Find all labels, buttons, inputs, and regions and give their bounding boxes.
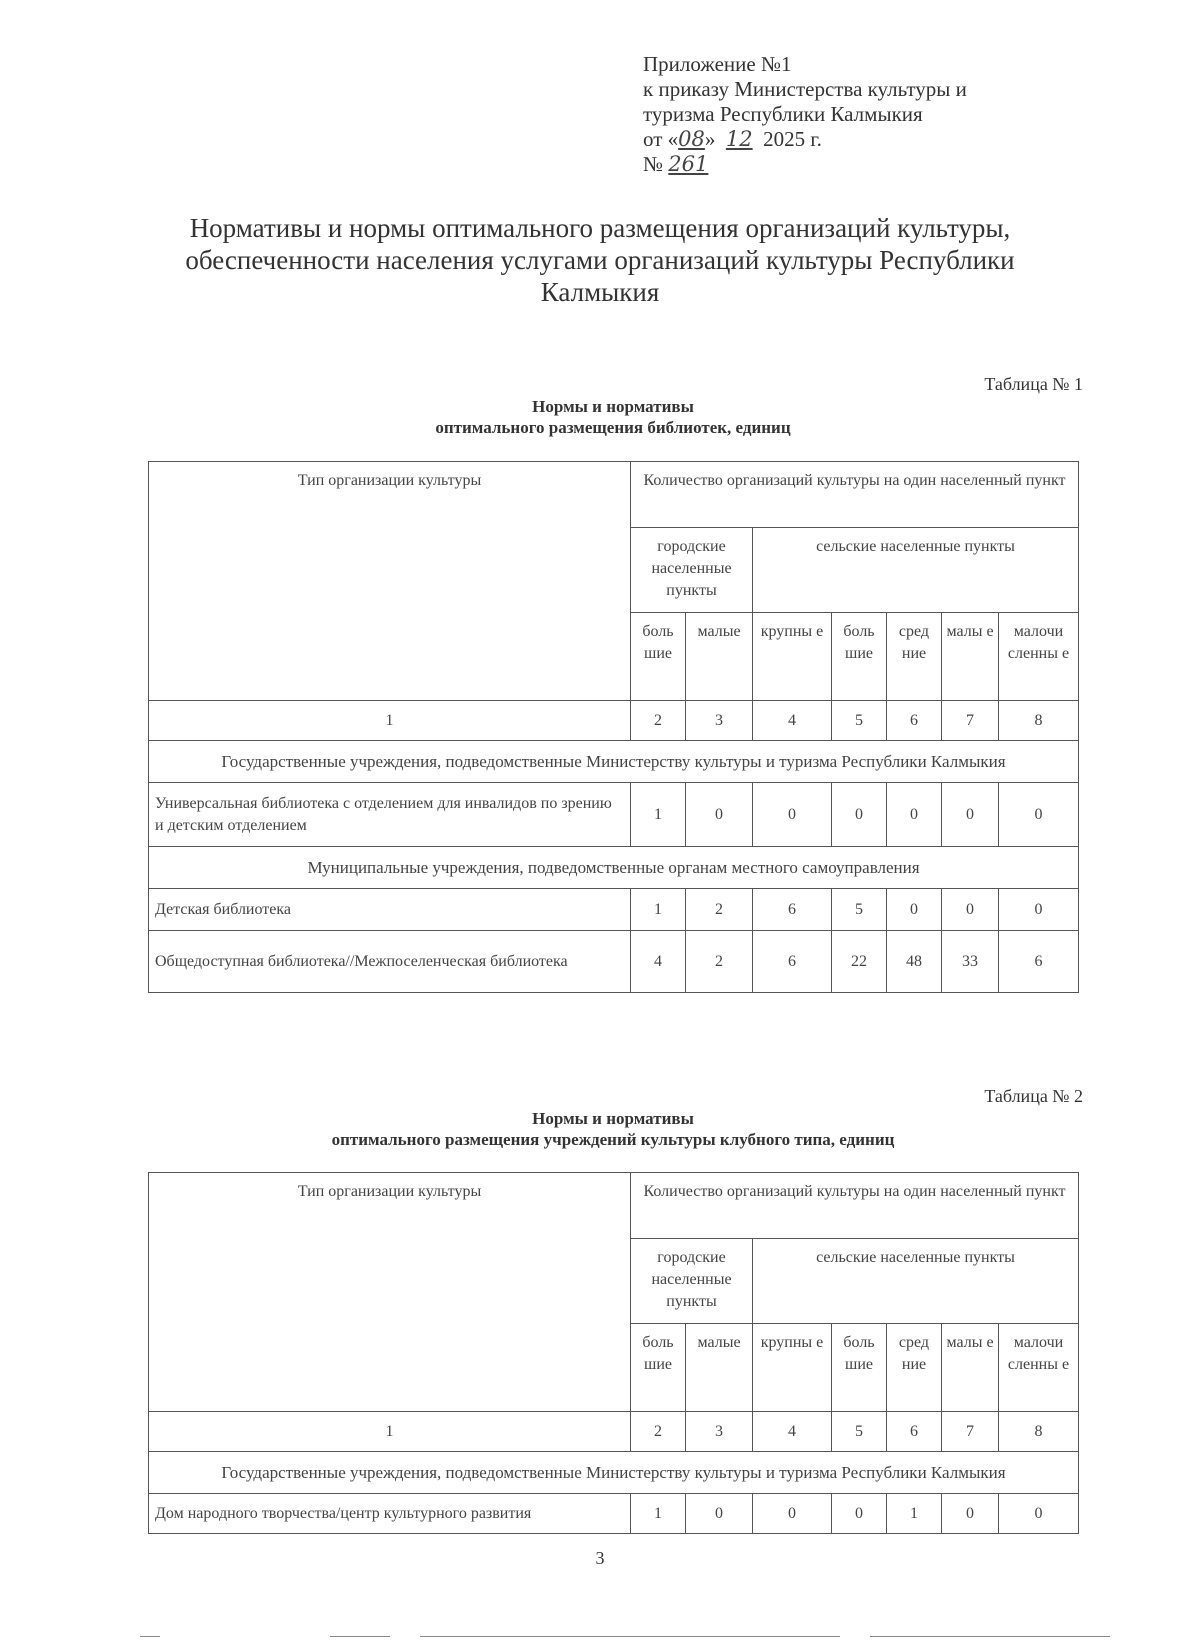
table1-number-row: 1 2 3 4 5 6 7 8 [149, 701, 1079, 741]
table1-col-header: боль шие [631, 613, 686, 701]
document-title: Нормативы и нормы оптимального размещения организаций культуры, обеспеченности населения услугами организаций культуры Республики Калмыкия [185, 213, 1015, 307]
scan-artifact [140, 1636, 160, 1637]
table2-header-rural: сельские населенные пункты [753, 1239, 1079, 1324]
table2-number-row: 1 2 3 4 5 6 7 8 [149, 1412, 1079, 1452]
appendix-line3: туризма Республики Калмыкия [643, 102, 923, 126]
table1-header-urban: городские населенные пункты [631, 528, 753, 613]
table2-section-state: Государственные учреждения, подведомственные Министерству культуры и туризма Республики Калмыкия [149, 1452, 1079, 1494]
table2-number: Таблица № 2 [984, 1086, 1083, 1106]
scan-artifact [330, 1636, 390, 1637]
table2-header-urban: городские населенные пункты [631, 1239, 753, 1324]
table2-col-header: боль шие [631, 1324, 686, 1412]
table2 [148, 1172, 1079, 1534]
table1-header-type: Тип организации культуры [149, 462, 631, 701]
scan-artifact [420, 1636, 840, 1637]
table-row: Дом народного творчества/центр культурного развития 1 0 0 0 1 0 0 [149, 1494, 1079, 1534]
table1-section-municipal: Муниципальные учреждения, подведомственные органам местного самоуправления [149, 847, 1079, 889]
table1-col-header: крупны е [753, 613, 832, 701]
table2-header-type: Тип организации культуры [149, 1173, 631, 1412]
table1-col-header: малы е [942, 613, 999, 701]
table1-section-state: Государственные учреждения, подведомственные Министерству культуры и туризма Республики Калмыкия [149, 741, 1079, 783]
table-row: Универсальная библиотека с отделением для инвалидов по зрению и детским отделением 1 0 0 0 0 0 0 [149, 783, 1079, 847]
table1 [148, 461, 1079, 993]
table1-col-header: сред ние [887, 613, 942, 701]
appendix-block [643, 52, 967, 177]
table-row: Детская библиотека 1 2 6 5 0 0 0 [149, 889, 1079, 931]
appendix-date: от «08» 12 2025 г. [643, 127, 822, 151]
table1-header-rural: сельские населенные пункты [753, 528, 1079, 613]
appendix-month: 12 [725, 127, 753, 151]
table2-col-header: крупны е [753, 1324, 832, 1412]
table2-caption: Нормы и нормативы оптимального размещения учреждений культуры клубного типа, единиц [331, 1109, 895, 1149]
table1-col-header: малочи сленны е [999, 613, 1079, 701]
table2-col-header: боль шие [832, 1324, 887, 1412]
appendix-line2: к приказу Министерства культуры и [643, 77, 967, 101]
table1-col-header: боль шие [832, 613, 887, 701]
page-number: 3 [595, 1548, 605, 1568]
table-row: Общедоступная библиотека//Межпоселенческая библиотека 4 2 6 22 48 33 6 [149, 931, 1079, 993]
table2-col-header: сред ние [887, 1324, 942, 1412]
appendix-line1: Приложение №1 [643, 52, 792, 76]
appendix-number: № 261 [643, 152, 709, 176]
table1-col-header: малые [686, 613, 753, 701]
table1-caption: Нормы и нормативы оптимального размещения библиотек, единиц [435, 397, 791, 437]
table2-col-header: малы е [942, 1324, 999, 1412]
table2-col-header: малые [686, 1324, 753, 1412]
table2-col-header: малочи сленны е [999, 1324, 1079, 1412]
scan-artifact [870, 1636, 1110, 1637]
table1-header-count: Количество организаций культуры на один населенный пункт [631, 462, 1079, 528]
table1-number: Таблица № 1 [984, 374, 1083, 394]
appendix-day: 08 [678, 127, 705, 151]
table2-header-count: Количество организаций культуры на один населенный пункт [631, 1173, 1079, 1239]
